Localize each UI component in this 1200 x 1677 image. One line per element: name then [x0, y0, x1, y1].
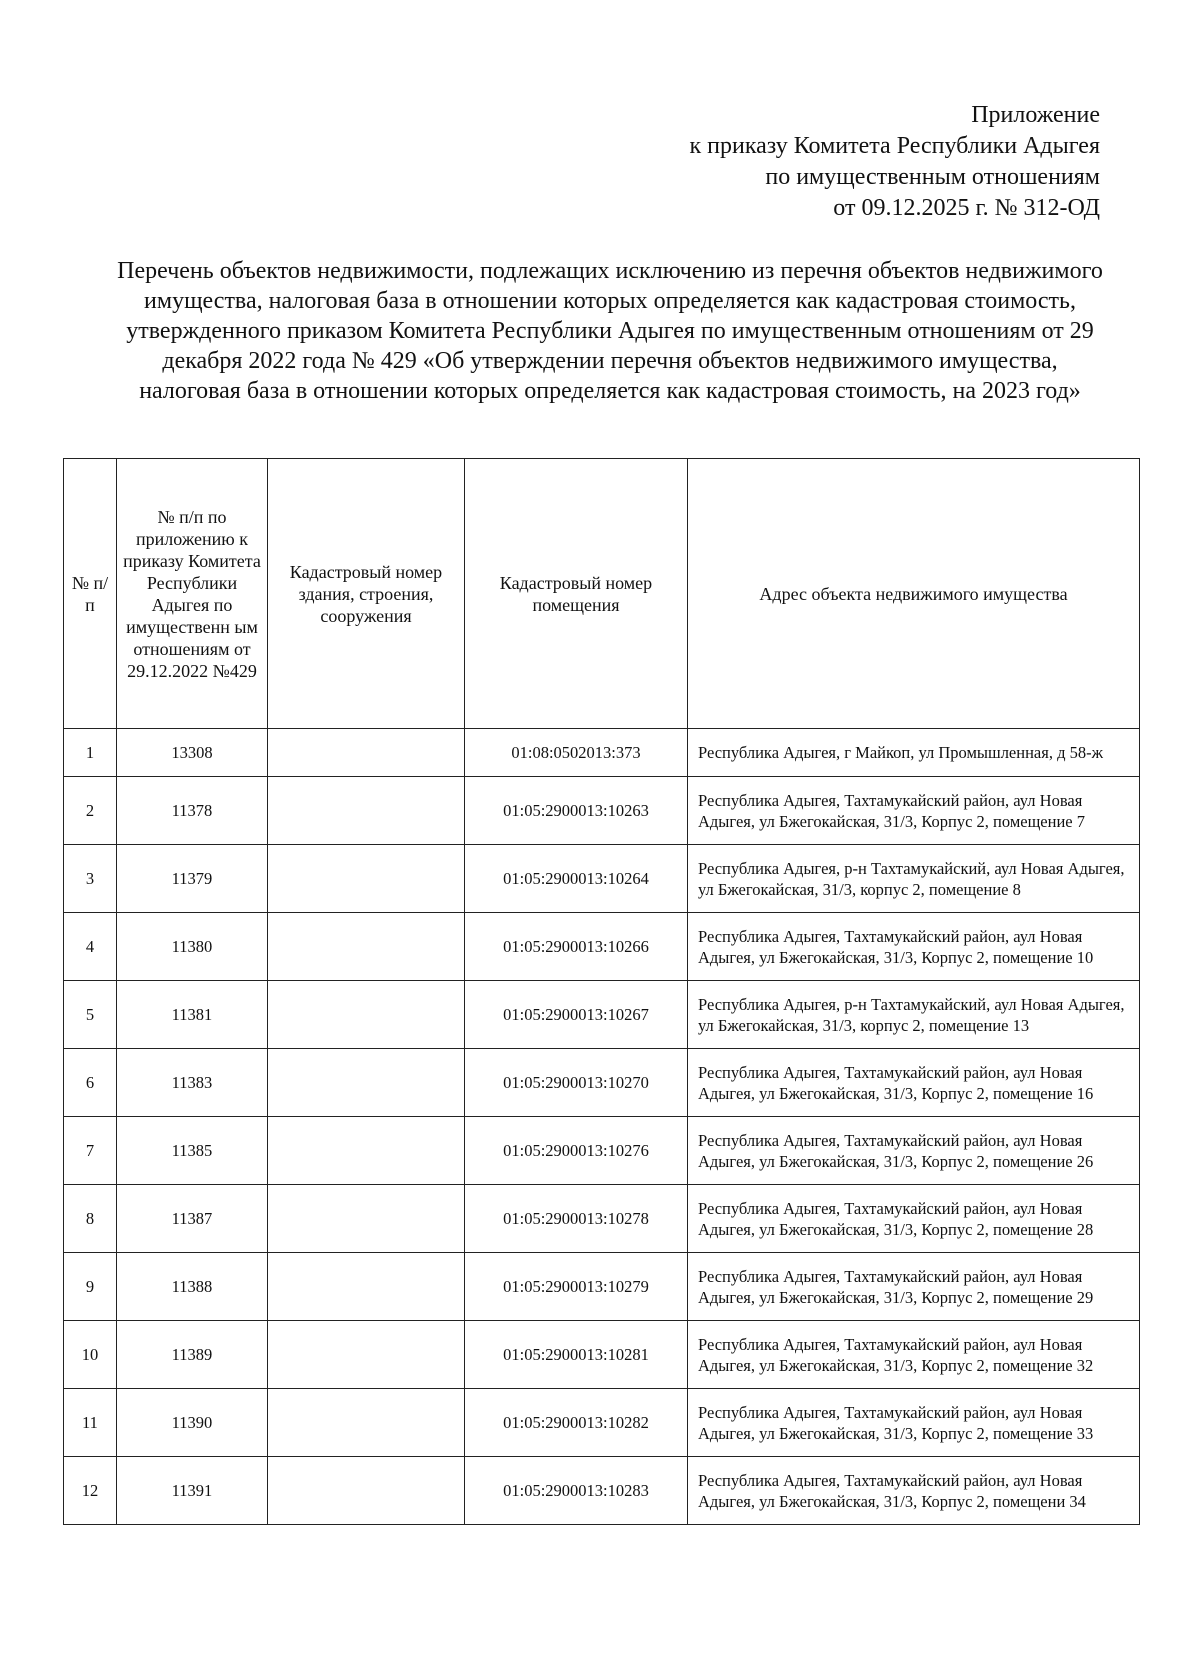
cell-num: 4 [64, 913, 117, 981]
cell-num: 12 [64, 1457, 117, 1525]
appendix-line-1: Приложение [971, 102, 1100, 128]
cell-num: 2 [64, 777, 117, 845]
header-building-cadastral: Кадастровый номер здания, строения, сооружения [268, 459, 465, 729]
table-row [64, 1321, 1140, 1389]
cell-prev-num: 13308 [117, 729, 268, 777]
cell-building [268, 1049, 465, 1117]
cell-room: 01:05:2900013:10282 [465, 1389, 688, 1457]
cell-room: 01:05:2900013:10283 [465, 1457, 688, 1525]
cell-building [268, 913, 465, 981]
cell-address: Республика Адыгея, Тахтамукайский район, аул Новая Адыгея, ул Бжегокайская, 31/3, Корпус 2, помещение 28 [688, 1185, 1140, 1253]
table-row [64, 981, 1140, 1049]
cell-prev-num: 11391 [117, 1457, 268, 1525]
cell-prev-num: 11378 [117, 777, 268, 845]
table-row [64, 1253, 1140, 1321]
cell-building [268, 845, 465, 913]
cell-room: 01:05:2900013:10279 [465, 1253, 688, 1321]
cell-room: 01:05:2900013:10270 [465, 1049, 688, 1117]
cell-address: Республика Адыгея, Тахтамукайский район, аул Новая Адыгея, ул Бжегокайская, 31/3, Корпус 2, помещение 32 [688, 1321, 1140, 1389]
cell-building [268, 1389, 465, 1457]
cell-address: Республика Адыгея, Тахтамукайский район, аул Новая Адыгея, ул Бжегокайская, 31/3, Корпус 2, помещение 29 [688, 1253, 1140, 1321]
table-row [64, 1457, 1140, 1525]
cell-prev-num: 11385 [117, 1117, 268, 1185]
table-header-row [64, 459, 1140, 729]
cell-room: 01:05:2900013:10264 [465, 845, 688, 913]
cell-building [268, 1185, 465, 1253]
cell-address: Республика Адыгея, р-н Тахтамукайский, аул Новая Адыгея, ул Бжегокайская, 31/3, корпус 2, помещение 8 [688, 845, 1140, 913]
appendix-header [689, 100, 1100, 224]
cell-address: Республика Адыгея, г Майкоп, ул Промышленная, д 58-ж [688, 729, 1140, 777]
cell-room: 01:05:2900013:10266 [465, 913, 688, 981]
cell-address: Республика Адыгея, Тахтамукайский район, аул Новая Адыгея, ул Бжегокайская, 31/3, Корпус 2, помещение 16 [688, 1049, 1140, 1117]
cell-prev-num: 11388 [117, 1253, 268, 1321]
cell-num: 8 [64, 1185, 117, 1253]
cell-room: 01:05:2900013:10278 [465, 1185, 688, 1253]
cell-address: Республика Адыгея, р-н Тахтамукайский, аул Новая Адыгея, ул Бжегокайская, 31/3, корпус 2, помещение 13 [688, 981, 1140, 1049]
cell-num: 9 [64, 1253, 117, 1321]
cell-room: 01:05:2900013:10276 [465, 1117, 688, 1185]
table-row [64, 845, 1140, 913]
table-row [64, 913, 1140, 981]
cell-prev-num: 11381 [117, 981, 268, 1049]
cell-address: Республика Адыгея, Тахтамукайский район, аул Новая Адыгея, ул Бжегокайская, 31/3, Корпус 2, помещение 7 [688, 777, 1140, 845]
cell-room: 01:08:0502013:373 [465, 729, 688, 777]
table-row [64, 777, 1140, 845]
cell-address: Республика Адыгея, Тахтамукайский район, аул Новая Адыгея, ул Бжегокайская, 31/3, Корпус 2, помещение 26 [688, 1117, 1140, 1185]
cell-building [268, 1253, 465, 1321]
cell-prev-num: 11390 [117, 1389, 268, 1457]
cell-building [268, 1117, 465, 1185]
cell-building [268, 777, 465, 845]
cell-building [268, 729, 465, 777]
cell-building [268, 981, 465, 1049]
registry-table [63, 458, 1140, 1525]
header-room-cadastral: Кадастровый номер помещения [465, 459, 688, 729]
appendix-line-3: по имущественным отношениям [765, 164, 1100, 190]
cell-address: Республика Адыгея, Тахтамукайский район, аул Новая Адыгея, ул Бжегокайская, 31/3, Корпус 2, помещение 33 [688, 1389, 1140, 1457]
header-num: № п/п [64, 459, 117, 729]
cell-prev-num: 11379 [117, 845, 268, 913]
cell-num: 6 [64, 1049, 117, 1117]
cell-address: Республика Адыгея, Тахтамукайский район, аул Новая Адыгея, ул Бжегокайская, 31/3, Корпус 2, помещение 10 [688, 913, 1140, 981]
cell-building [268, 1457, 465, 1525]
table-row [64, 1049, 1140, 1117]
cell-num: 1 [64, 729, 117, 777]
cell-building [268, 1321, 465, 1389]
header-address: Адрес объекта недвижимого имущества [688, 459, 1140, 729]
cell-num: 10 [64, 1321, 117, 1389]
table-row [64, 1389, 1140, 1457]
cell-prev-num: 11380 [117, 913, 268, 981]
cell-address: Республика Адыгея, Тахтамукайский район, аул Новая Адыгея, ул Бжегокайская, 31/3, Корпус 2, помещени 34 [688, 1457, 1140, 1525]
cell-prev-num: 11389 [117, 1321, 268, 1389]
cell-room: 01:05:2900013:10263 [465, 777, 688, 845]
header-prev-num: № п/п по приложению к приказу Комитета Республики Адыгея по имущественн ым отношениям от 29.12.2022 №429 [117, 459, 268, 729]
cell-num: 5 [64, 981, 117, 1049]
cell-num: 3 [64, 845, 117, 913]
appendix-line-2: к приказу Комитета Республики Адыгея [689, 133, 1100, 159]
cell-prev-num: 11383 [117, 1049, 268, 1117]
table-row [64, 1117, 1140, 1185]
cell-room: 01:05:2900013:10281 [465, 1321, 688, 1389]
table-row [64, 1185, 1140, 1253]
table-row [64, 729, 1140, 777]
cell-num: 7 [64, 1117, 117, 1185]
cell-room: 01:05:2900013:10267 [465, 981, 688, 1049]
appendix-line-4: от 09.12.2025 г. № 312-ОД [833, 195, 1100, 221]
document-title: Перечень объектов недвижимости, подлежащих исключению из перечня объектов недвижимого имущества, налоговая база в отношении которых определяется как кадастровая стоимость, утвержденного приказом Комитета Республики Адыгея по имущественным отношениям от 29 декабря 2022 года № 429 «Об утверждении перечня объектов недвижимого имущества, налоговая база в отношении которых определяется как кадастровая стоимость, на 2023 год» [117, 258, 1103, 404]
cell-prev-num: 11387 [117, 1185, 268, 1253]
cell-num: 11 [64, 1389, 117, 1457]
